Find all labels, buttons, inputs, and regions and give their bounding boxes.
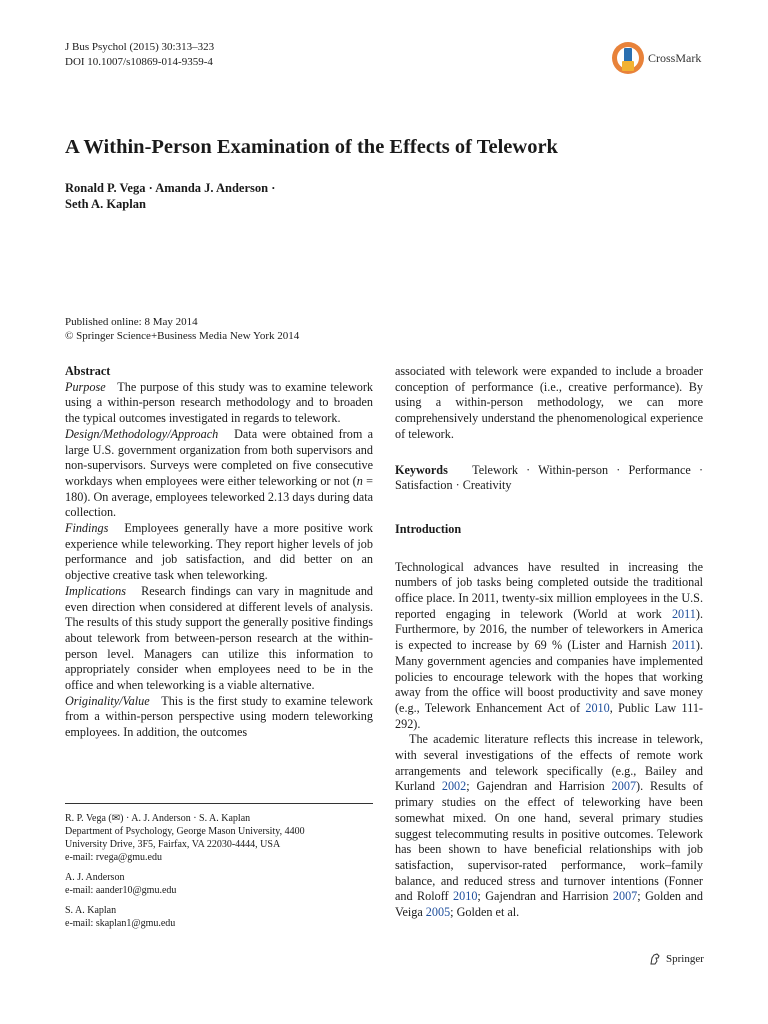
design-text: Data were obtained from a large U.S. government organization from both supervisors and non-supervisors. Surveys were completed on five consecutive workdays when employees were either teleworking or not (	[65, 426, 373, 488]
intro-paragraph-1	[395, 560, 703, 733]
abstract-purpose	[65, 380, 373, 427]
abstract-heading: Abstract	[65, 364, 111, 378]
affiliations	[65, 812, 373, 937]
introduction-heading: Introduction	[395, 521, 462, 536]
keywords-label: Keywords	[395, 462, 448, 477]
findings-label: Findings	[65, 521, 109, 536]
published-date: Published online: 8 May 2014	[65, 316, 198, 328]
citation-link[interactable]: 2007	[612, 889, 638, 904]
design-n: n	[356, 473, 363, 488]
implications-text: Research findings can vary in magnitude and even direction when considered at different levels of analysis. The results of this study support the generally positive findings about telework from between-person research at the within-person level. Managers can utilize this information to appropriately consider when employees need to be in the office and when teleworking is a viable alternative.	[65, 583, 374, 693]
affiliation-primary	[65, 812, 373, 864]
article-title: A Within-Person Examination of the Effects of Telework	[65, 136, 558, 158]
anderson-name: A. J. Anderson	[65, 872, 125, 883]
right-column	[395, 364, 703, 921]
implications-label: Implications	[65, 583, 126, 598]
kaplan-name: S. A. Kaplan	[65, 905, 117, 916]
anderson-email[interactable]: e-mail: aander10@gmu.edu	[65, 885, 177, 896]
publication-info	[65, 315, 299, 343]
originality-label: Originality/Value	[65, 693, 150, 708]
intro-p1-text-c: ). Many government agencies and companies have implemented policies to encourage telework with the hopes that working away from the office will boost productivity and save money (e.g., Telework Enhancement Act of	[395, 638, 703, 715]
purpose-label: Purpose	[65, 379, 106, 394]
publisher-name: Springer	[666, 953, 704, 965]
kaplan-email[interactable]: e-mail: skaplan1@gmu.edu	[65, 918, 176, 929]
citation-link[interactable]: 2010	[585, 700, 610, 715]
affiliation-authors: R. P. Vega (✉) · A. J. Anderson · S. A. Kaplan	[65, 813, 251, 824]
intro-paragraph-2	[395, 732, 703, 920]
journal-citation: J Bus Psychol (2015) 30:313–323	[65, 41, 215, 53]
design-label: Design/Methodology/Approach	[65, 426, 219, 441]
author-list	[65, 180, 465, 212]
publisher-logo	[648, 952, 704, 966]
design-text-b: = 180). On average, employees teleworked 2.13 days during data collection.	[65, 473, 374, 520]
abstract-findings	[65, 521, 373, 584]
keywords	[395, 463, 703, 494]
intro-p1-text-a: Technological advances have resulted in increasing the numbers of job tasks being completed outside the traditional office place. In 2011, twenty-six million employees in the U.S. reported engaging in telework (World at work	[395, 559, 703, 621]
affiliation-dept: Department of Psychology, George Mason University, 4400	[65, 826, 305, 837]
purpose-text: The purpose of this study was to examine telework using a within-person research methodology and to broaden the typical outcomes investigated in regards to telework.	[65, 379, 373, 426]
springer-horse-icon	[648, 952, 662, 966]
copyright: © Springer Science+Business Media New York 2014	[65, 330, 300, 342]
abstract-design	[65, 427, 373, 521]
citation-link[interactable]: 2010	[453, 889, 478, 904]
citation-link[interactable]: 2011	[671, 606, 696, 621]
affiliation-address: University Drive, 3F5, Fairfax, VA 22030-4444, USA	[65, 839, 281, 850]
citation-link[interactable]: 2005	[425, 905, 451, 920]
abstract-column	[65, 364, 373, 741]
affiliation-email-vega[interactable]: e-mail: rvega@gmu.edu	[65, 852, 162, 863]
originality-text: This is the first study to examine telework from a within-person perspective using modern teleworking employees. In addition, the outcomes	[65, 693, 373, 740]
crossmark-icon	[611, 39, 645, 77]
affiliation-anderson	[65, 871, 373, 897]
intro-p2-text-b: ; Gajendran and Harrision	[466, 779, 612, 794]
intro-p1-text-d: , Public Law 111-292).	[395, 700, 703, 731]
abstract-continued: associated with telework were expanded to include a broader conception of performance (i.e., creative performance). By using a within-person methodology, we can more comprehensively understand the phenomenological experience of telework.	[395, 364, 703, 441]
findings-text: Employees generally have a more positive work experience while teleworking. They report higher levels of job performance and job satisfaction, and did better on an objective creative task when teleworking.	[65, 521, 374, 583]
citation-link[interactable]: 2007	[611, 779, 637, 794]
crossmark-label: CrossMark	[648, 50, 702, 65]
citation-link[interactable]: 2011	[671, 638, 696, 653]
abstract-originality	[65, 694, 373, 741]
intro-p1-text-b: ). Furthermore, by 2016, the number of teleworkers in America is expected to increase by 69 % (Lister and Harnish	[395, 606, 703, 653]
keywords-text: Telework · Within-person · Performance · Satisfaction · Creativity	[395, 462, 703, 493]
intro-p2-text-a: The academic literature reflects this increase in telework, with several investigations of the effects of remote work arrangements and telework specifically (e.g., Bailey and Kurland	[395, 732, 703, 794]
journal-meta	[65, 40, 214, 70]
doi[interactable]: DOI 10.1007/s10869-014-9359-4	[65, 56, 213, 68]
intro-p2-text-d: ; Gajendran and Harrision	[477, 889, 613, 904]
authors-line-2: Seth A. Kaplan	[65, 197, 146, 211]
crossmark-badge[interactable]	[611, 39, 711, 77]
intro-p2-text-f: ; Golden et al.	[450, 905, 520, 920]
footnote-divider	[65, 803, 373, 804]
abstract-implications	[65, 584, 373, 694]
affiliation-kaplan	[65, 904, 373, 930]
intro-p2-text-e: ; Golden and Veiga	[395, 889, 703, 920]
citation-link[interactable]: 2002	[441, 779, 467, 794]
authors-line-1: Ronald P. Vega · Amanda J. Anderson ·	[65, 181, 276, 195]
intro-p2-text-c: ). Results of primary studies on the effect of teleworking have been somewhat mixed. On one hand, several primary studies suggest telecommuting results in positive outcomes. Telework has been shown to have beneficial relationships with job satisfaction, supervisor-rated performance, work–family balance, and reduced stress and turnover intentions (Fonner and Roloff	[395, 779, 704, 904]
